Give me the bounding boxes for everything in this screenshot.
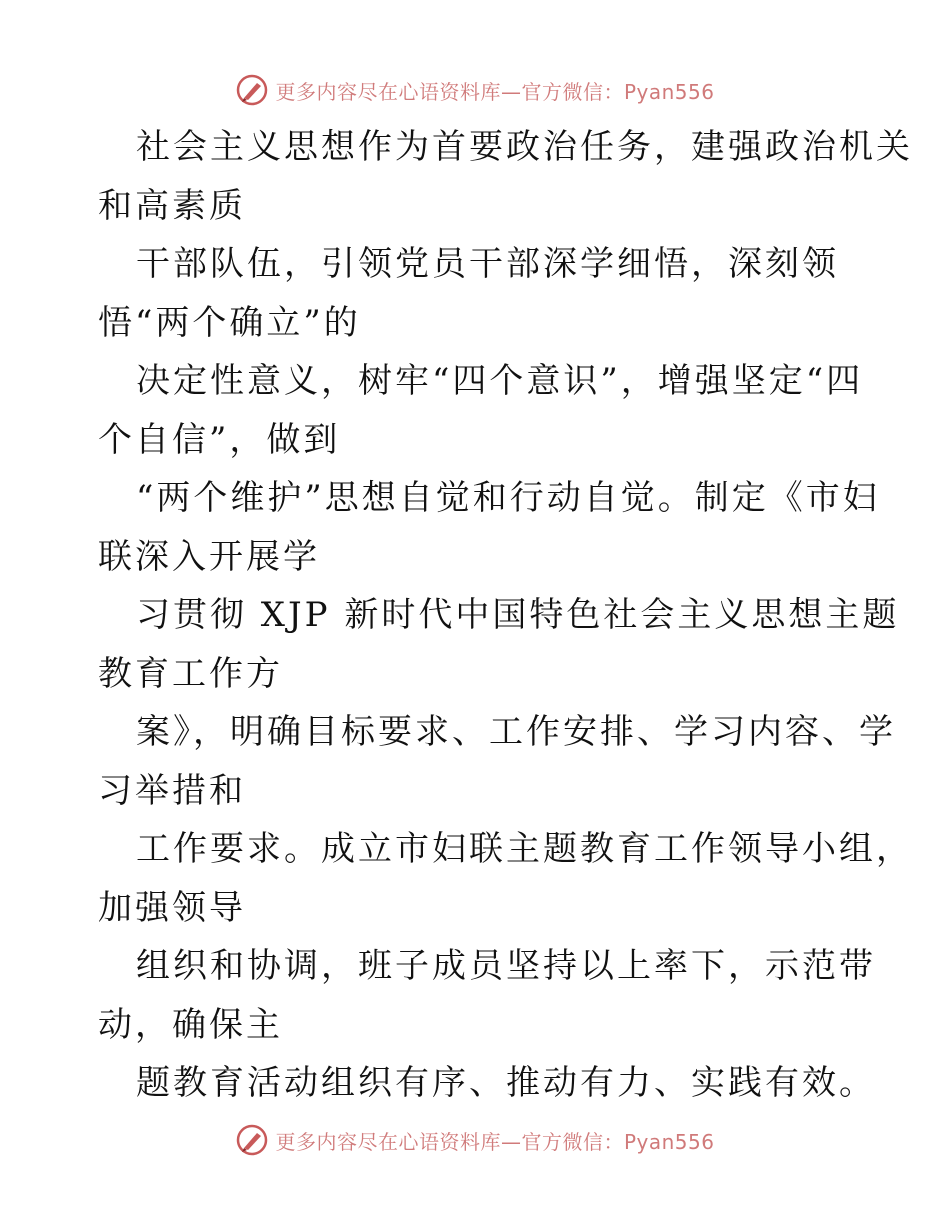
text-line: 动，确保主 [98,1004,283,1045]
text-line: 联深入开展学 [98,536,320,577]
text-line: 个自信”，做到 [98,419,341,460]
watermark-text: 更多内容尽在心语资料库—官方微信：Pyan556 [275,79,715,104]
text-line: 习举措和 [98,770,246,811]
pen-logo-icon [235,73,269,107]
text-line: 教育工作方 [98,653,283,694]
text-line: 干部队伍，引领党员干部深学细悟，深刻领 [136,244,839,284]
text-line: 题教育活动组织有序、推动有力、实践有效。 [136,1063,876,1103]
pen-logo-icon [235,1123,269,1157]
document-body [98,118,913,1113]
text-line: 加强领导 [98,887,246,928]
text-line: 社会主义思想作为首要政治任务，建强政治机关 [136,127,913,167]
text-line: 悟“两个确立”的 [98,302,361,343]
text-line: 决定性意义，树牢“四个意识”，增强坚定“四 [136,361,864,401]
text-line: 习贯彻 XJP 新时代中国特色社会主义思想主题 [136,595,900,635]
text-line: 组织和协调，班子成员坚持以上率下，示范带 [136,946,876,986]
text-line: 和高素质 [98,185,246,226]
text-line: 案》，明确目标要求、工作安排、学习内容、学 [136,712,896,752]
text-line: 工作要求。成立市妇联主题教育工作领导小组， [136,829,913,869]
text-line: “两个维护”思想自觉和行动自觉。制定《市妇 [136,478,880,518]
watermark-text: 更多内容尽在心语资料库—官方微信：Pyan556 [275,1129,715,1154]
header-watermark [0,70,950,110]
footer-watermark [0,1120,950,1160]
